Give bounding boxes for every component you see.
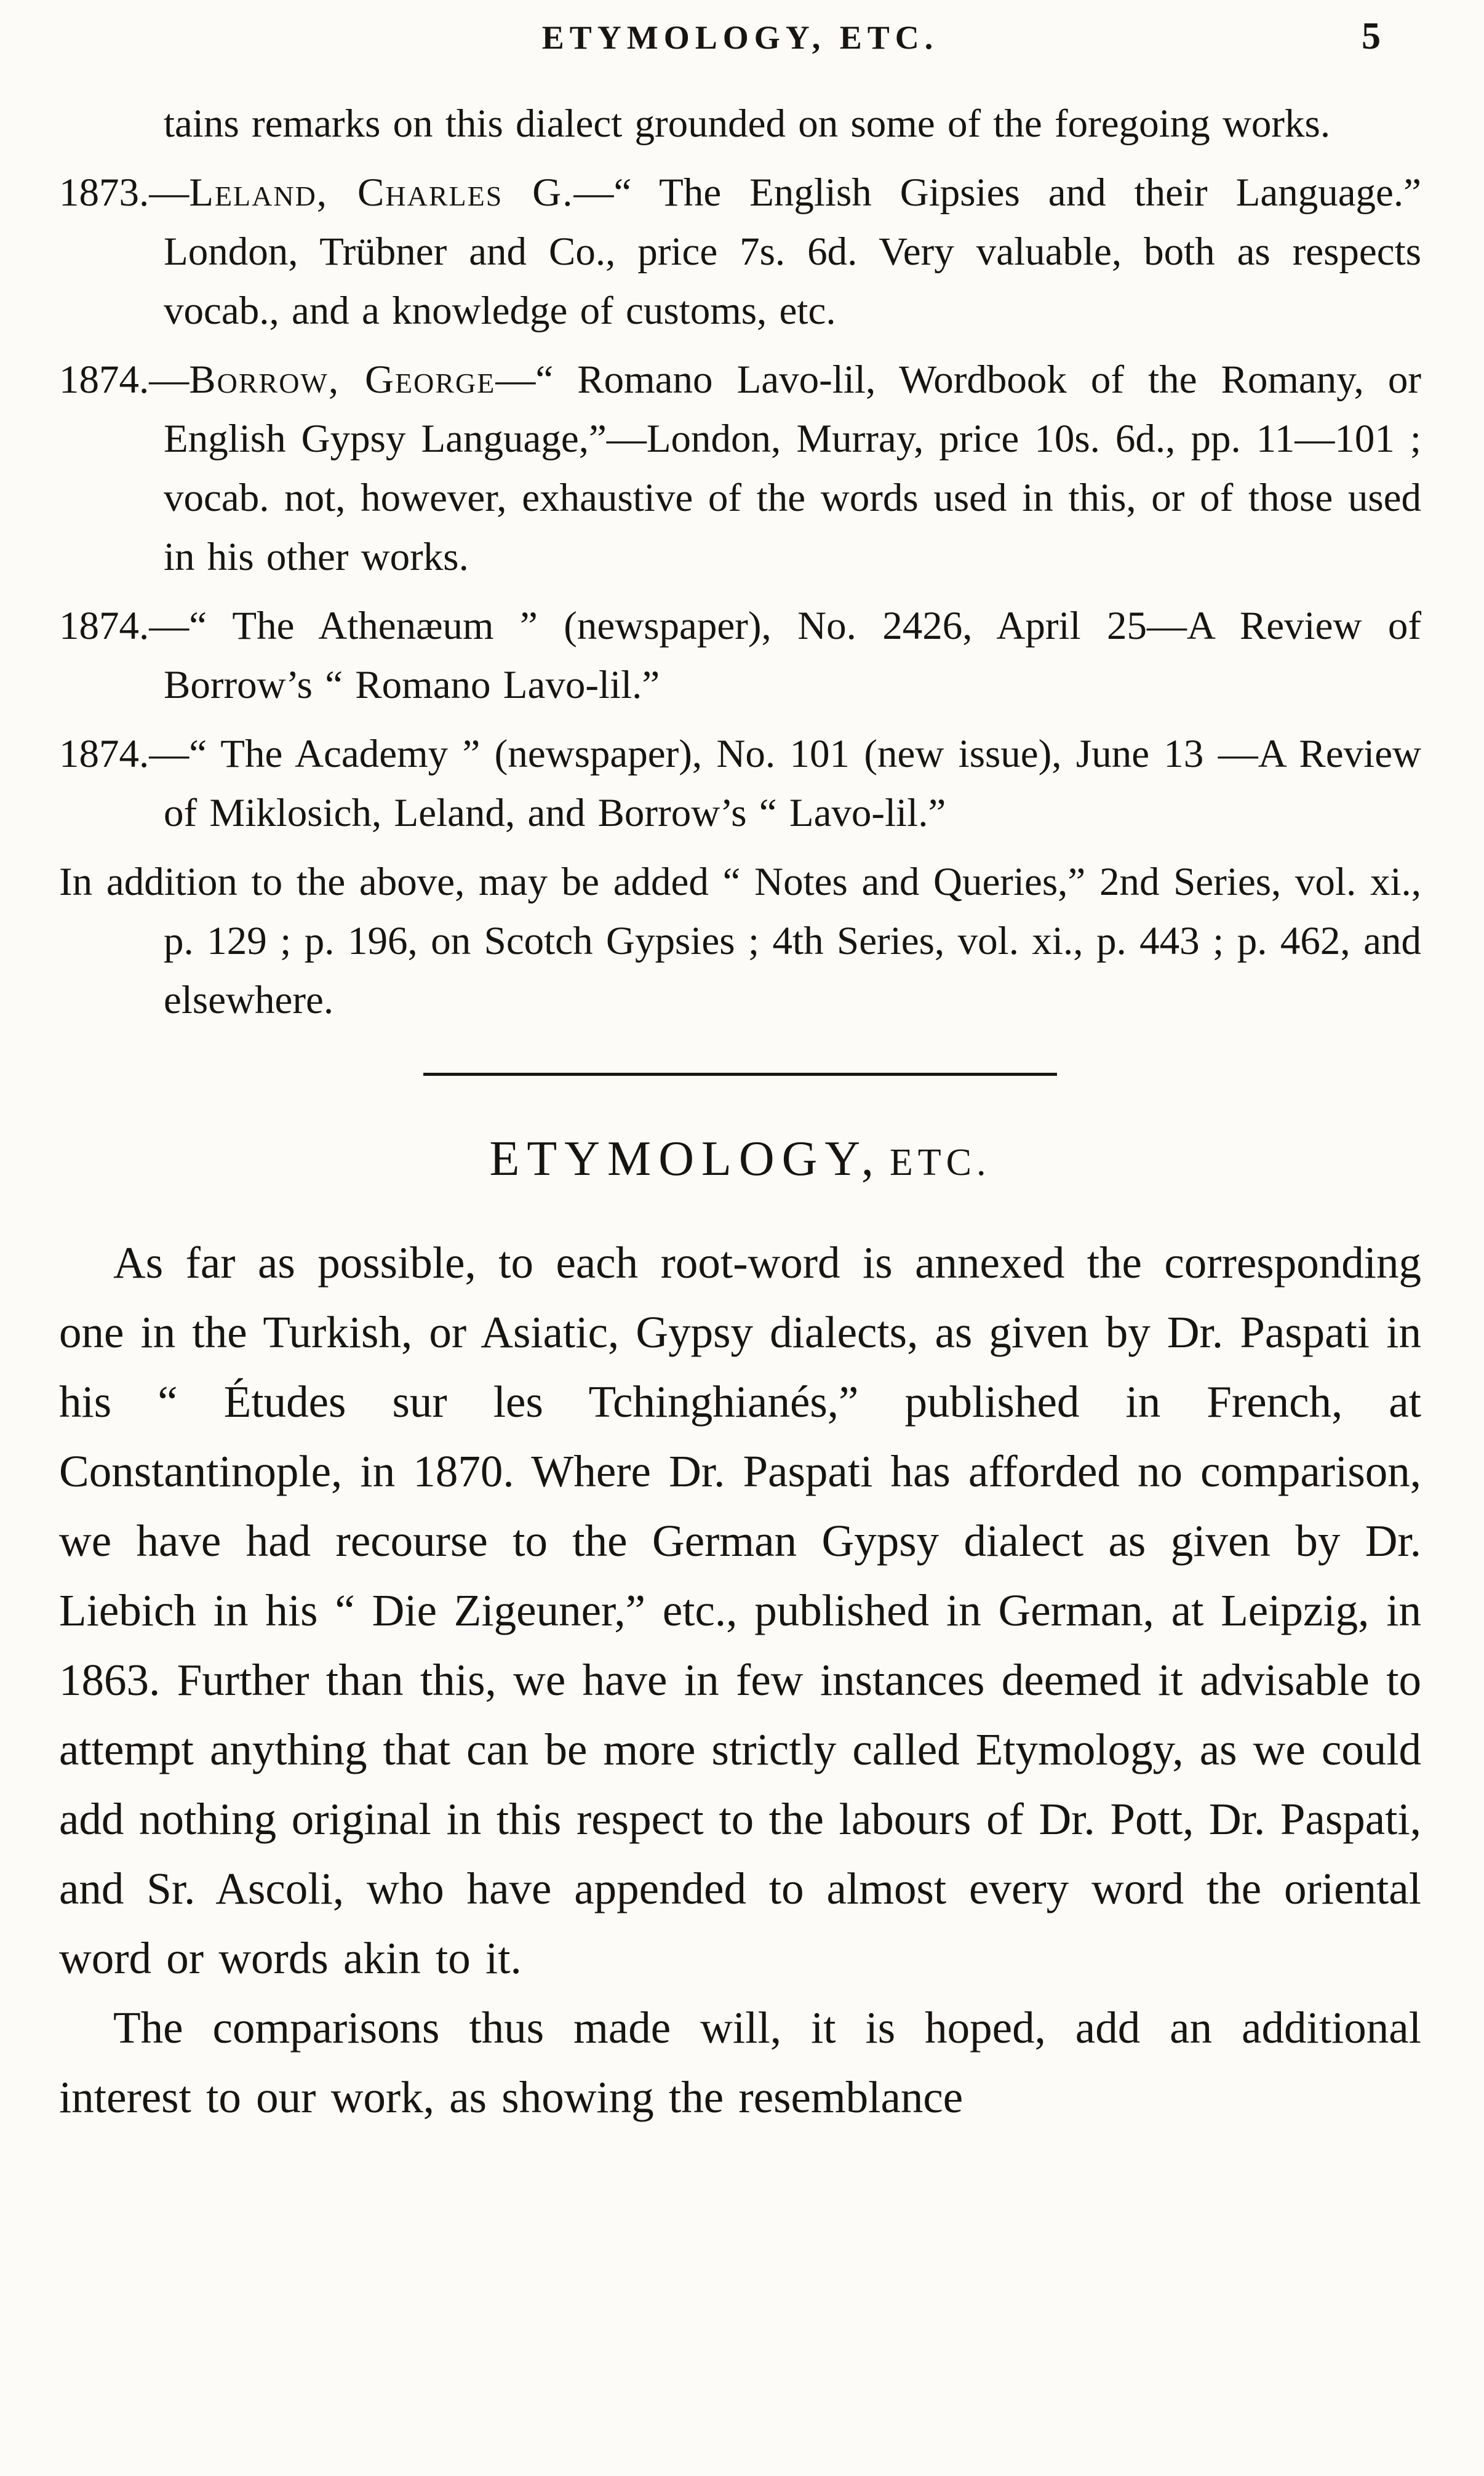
bibliography-entry xyxy=(59,596,1421,715)
entry-text: —“ Romano Lavo-lil, Wordbook of the Romany, or English Gypsy Language,”—London, Murray, price 10s. 6d., pp. 11—101 ; vocab. not, however, exhaustive of the words used in this, or of those used in his other works. xyxy=(164,358,1421,579)
entry-text: “ The Academy ” (newspaper), No. 101 (new issue), June 13 —A Review of Miklosich, Leland, and Borrow’s “ Lavo-lil.” xyxy=(164,732,1421,835)
section-divider xyxy=(423,1073,1057,1076)
bibliography-entry xyxy=(59,724,1421,843)
entry-year: 1874.— xyxy=(59,732,189,776)
running-head xyxy=(59,15,1421,58)
section-heading-main: ETYMOLOGY, xyxy=(489,1132,881,1186)
entry-text: “ The Athenæum ” (newspaper), No. 2426, April 25—A Review of Borrow’s “ Romano Lavo-lil.” xyxy=(164,604,1421,707)
bibliography-entry xyxy=(59,852,1421,1030)
running-head-title: ETYMOLOGY, ETC. xyxy=(541,19,939,56)
running-head-number-cell xyxy=(938,15,1421,58)
entry-author: Leland, Charles G. xyxy=(189,170,574,215)
entry-text: In addition to the above, may be added “ Notes and Queries,” 2nd Series, vol. xi., p. 129 ; p. 196, on Scotch Gypsies ; 4th Series, vol. xi., p. 443 ; p. 462, and elsewhere. xyxy=(59,860,1421,1022)
paragraph: The comparisons thus made will, it is hoped, add an additional interest to our work, as showing the resemblance xyxy=(59,2003,1421,2122)
bibliography-section xyxy=(59,94,1421,1030)
entry-year: 1873.— xyxy=(59,170,189,215)
continuation-paragraph: tains remarks on this dialect grounded on some of the foregoing works. xyxy=(164,102,1331,146)
bibliography-entry xyxy=(59,163,1421,340)
bibliography-entry xyxy=(59,350,1421,587)
section-heading xyxy=(59,1131,1421,1187)
paragraph: As far as possible, to each root-word is annexed the corresponding one in the Turkish, or Asiatic, Gypsy dialects, as given by Dr. Paspati in his “ Études sur les Tchinghianés,” published in French, at Constantinople, in 1870. Where Dr. Paspati has afforded no comparison, we have had recourse to the German Gypsy dialect as given by Dr. Liebich in his “ Die Zigeuner,” etc., published in German, at Leipzig, in 1863. Further than this, we have in few instances deemed it advisable to attempt anything that can be more strictly called Etymology, as we could add nothing original in this respect to the labours of Dr. Pott, Dr. Paspati, and Sr. Ascoli, who have appended to almost every word the oriental word or words akin to it. xyxy=(59,1238,1421,1983)
etymology-section xyxy=(59,1228,1421,2132)
entry-author: Borrow, George xyxy=(189,358,496,402)
entry-year: 1874.— xyxy=(59,358,189,402)
entry-text: —“ The English Gipsies and their Language.” London, Trübner and Co., price 7s. 6d. Very valuable, both as respects vocab., and a knowledge of customs, etc. xyxy=(164,170,1421,333)
section-heading-etc: ETC. xyxy=(889,1142,991,1184)
entry-year: 1874.— xyxy=(59,604,189,648)
page-number: 5 xyxy=(1362,15,1381,57)
